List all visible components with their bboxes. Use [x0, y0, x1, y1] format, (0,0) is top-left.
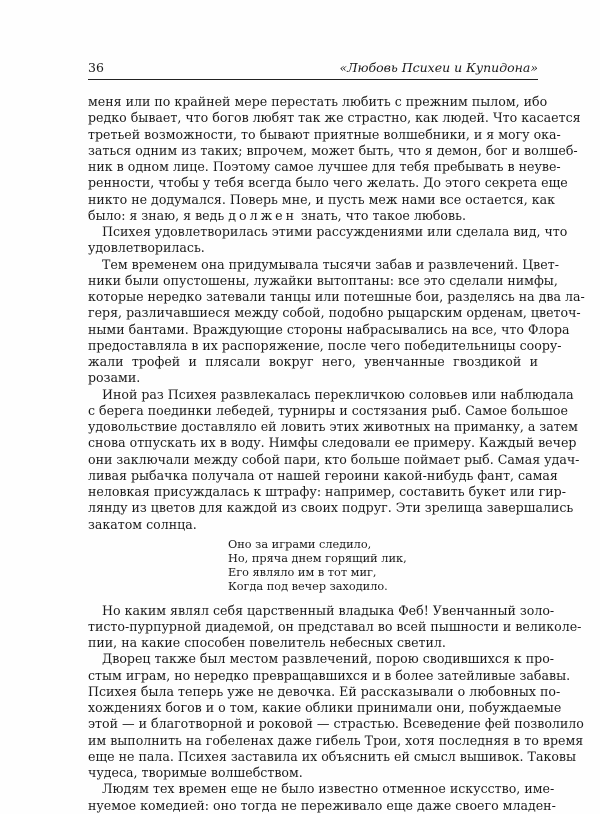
text-line: розами. — [88, 370, 141, 386]
text-line: Психея удовлетворилась этими рассуждениями или сделала вид, что — [102, 224, 568, 239]
verse-line: Оно за играми следило, — [228, 537, 372, 551]
text-line: неловкая присуждалась к штрафу: например, составить букет или гир- — [88, 484, 566, 499]
text-line: геря, различавшиеся между собой, подобно рыцарским орденам, цветоч- — [88, 305, 581, 321]
text-line: Но каким являл себя царственный владыка Феб! Увенчанный золо- — [102, 602, 555, 618]
paragraph-3 — [88, 256, 585, 387]
text-line: им выполнить на гобеленах даже гибель Трои, хотя последняя в то время — [88, 732, 584, 748]
text-line: нуемое комедией: оно тогда не переживало еще даже своего младен- — [88, 797, 556, 813]
text-line — [88, 208, 538, 224]
text-line: Дворец также был местом развлечений, порою сводившихся к про- — [102, 651, 555, 667]
paragraph-4 — [88, 386, 580, 533]
text-line: с берега поединки лебедей, турниры и состязания рыб. Самое большое — [88, 402, 568, 418]
text-line: жали трофей и плясали вокруг него, увенчанные гвоздикой и — [88, 354, 538, 369]
text-line: заться одним из таких; впрочем, может быть, что я демон, бог и волшеб- — [88, 142, 578, 158]
text-line: хождениях богов и о том, какие облики принимали они, побуждаемые — [88, 700, 562, 715]
text-line: удовлетворилась. — [88, 240, 205, 256]
text-line: ренности, чтобы у тебя всегда было чего желать. До этого секрета еще — [88, 175, 568, 191]
text-line: меня или по крайней мере перестать любить с прежним пылом, ибо — [88, 94, 548, 109]
text-line: Людям тех времен еще не было известно отменное искусство, име- — [102, 781, 555, 797]
text-line: они заключали между собой пари, кто больше поймает рыб. Самая удач- — [88, 451, 580, 467]
page-number: 36 — [88, 60, 104, 75]
text-line: снова отпускать их в воду. Нимфы следовали ее примеру. Каждый вечер — [88, 435, 577, 451]
verse-line: Но, пряча днем горящий лик, — [228, 551, 407, 565]
text-line: лянду из цветов для каждой из своих подруг. Эти зрелища завершались — [88, 500, 574, 516]
verse-line: Когда под вечер заходило. — [228, 580, 388, 594]
text-line: Психея была теперь уже не девочка. Ей рассказывали о любовных по- — [88, 683, 561, 699]
text-line: никто не додумался. Поверь мне, и пусть меж нами все остается, как — [88, 191, 555, 207]
paragraph-5 — [88, 602, 582, 652]
text-line: чудеса, творимые волшебством. — [88, 765, 303, 780]
paragraph-6 — [88, 651, 584, 781]
paragraph-7 — [88, 781, 556, 814]
text-line: закатом солнца. — [88, 516, 197, 532]
text-line: еще не пала. Психея заставила их объяснить ей смысл вышивок. Таковы — [88, 748, 577, 764]
paragraph-1 — [88, 94, 581, 224]
text-line: ливая рыбачка получала от нашей героини какой-нибудь фант, самая — [88, 467, 558, 483]
text-fragment: знать, что такое любовь. — [297, 207, 466, 223]
text-line: ники были опустошены, лужайки вытоптаны: все это сделали нимфы, — [88, 272, 558, 288]
text-line: третьей возможности, то бывают приятные волшебники, и я могу ока- — [88, 126, 561, 142]
text-line: редко бывает, что богов любят так же страстно, как людей. Что касается — [88, 110, 581, 126]
running-title: «Любовь Психеи и Купидона» — [339, 60, 538, 75]
paragraph-2 — [88, 224, 568, 257]
text-line: которые нередко затевали танцы или потешные бои, разделясь на два ла- — [88, 289, 585, 304]
body-text — [88, 94, 585, 814]
text-line: этой — и благотворной и роковой — страстью. Всеведение фей позволило — [88, 716, 584, 732]
text-line: предоставляла в их распоряжение, после чего победительницы соору- — [88, 337, 562, 353]
text-line: Тем временем она придумывала тысячи забав и развлечений. Цвет- — [102, 256, 559, 272]
running-head — [88, 59, 538, 77]
text-line: тисто-пурпурной диадемой, он представал во всей пышности и великоле- — [88, 618, 582, 634]
text-fragment: было: я знаю, я ведь — [88, 207, 229, 223]
text-line: пии, на какие способен повелитель небесных светил. — [88, 635, 446, 650]
text-line: удовольствие доставляло ей ловить этих животных на приманку, а затем — [88, 419, 578, 434]
text-line: Иной раз Психея развлекалась перекличкою соловьев или наблюдала — [102, 386, 574, 402]
text-line: ник в одном лице. Поэтому самое лучшее для тебя пребывать в неуве- — [88, 159, 561, 174]
header-rule — [88, 79, 538, 80]
emphasized-word: должен — [228, 207, 298, 223]
verse-stanza — [228, 538, 538, 595]
text-line: ными бантами. Враждующие стороны набрасывались на все, что Флора — [88, 321, 570, 337]
verse-line: Его являло им в тот миг, — [228, 566, 377, 580]
text-line: стым играм, но нередко превращавшихся и в более затейливые забавы. — [88, 667, 571, 683]
